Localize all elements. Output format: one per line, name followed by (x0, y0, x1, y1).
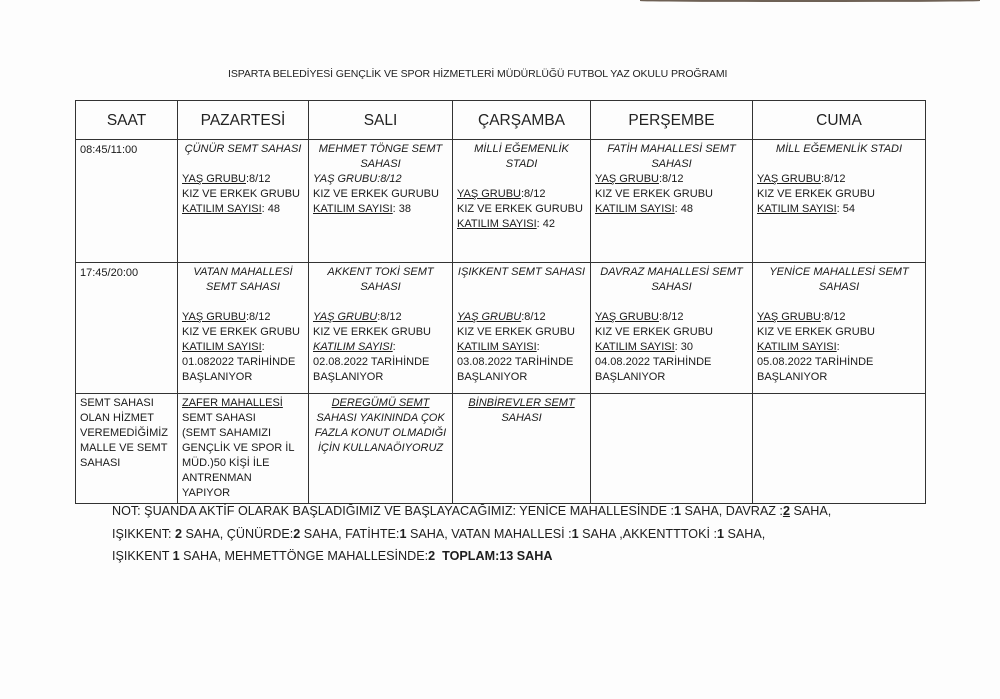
note-line: İÇİN KULLANAÖIYORUZ (317, 442, 444, 454)
note-text: SAHA ,AKKENTTTOKİ : (578, 526, 717, 541)
note-text: NOT: ŞUANDA AKTİF OLARAK BAŞLADIĞIMIZ VE BAŞLAYACAĞIMIZ: YENİCE MAHALLESİNDE : (112, 504, 674, 518)
age-label: YAŞ GRUBU (757, 173, 821, 185)
start-date: 05.08.2022 TARİHİNDE (757, 356, 874, 368)
age-label: YAŞ GRUBU (182, 311, 246, 323)
cell-evening-wed (453, 263, 591, 394)
place-name-cont: SAHASI (360, 158, 401, 170)
place-name-cont: SAHASI (651, 158, 692, 170)
cell-evening-tue (309, 263, 453, 394)
age-label: YAŞ GRUBU (595, 173, 659, 185)
document-title: ISPARTA BELEDİYESİ GENÇLİK VE SPOR HİZMETLERİ MÜDÜRLÜĞÜ FUTBOL YAZ OKULU PROĞRAMI (228, 68, 728, 80)
count-value: : 30 (674, 341, 694, 353)
scan-edge (640, 0, 980, 2)
count-value: : 48 (261, 203, 281, 215)
note-line-1 (112, 500, 912, 523)
age-label: YAŞ GRUBU (457, 188, 521, 200)
count-label: KATILIM SAYISI (457, 341, 537, 353)
note-line-2 (112, 523, 912, 546)
other-label-line: OLAN HİZMET (80, 412, 154, 424)
table-row-evening (76, 263, 926, 394)
place-name-cont: STADI (505, 158, 538, 170)
start-date: 03.08.2022 TARİHİNDE (457, 356, 574, 368)
place-name: DAVRAZ MAHALLESİ SEMT (600, 266, 743, 278)
note-line: GENÇLİK VE SPOR İL (182, 442, 295, 454)
group-text: KIZ VE ERKEK GRUBU (757, 326, 875, 338)
other-label-line: SAHASI (80, 457, 121, 469)
place-name: BİNBİREVLER SEMT (468, 397, 575, 409)
age-value: :8/12 (245, 311, 271, 323)
note-text: IŞIKKENT (112, 549, 173, 563)
header-persembe: PERŞEMBE (591, 101, 753, 140)
place-name-cont: SAHASI (651, 281, 692, 293)
time-cell: 17:45/20:00 (76, 263, 178, 394)
note-number: 2 (175, 526, 183, 541)
age-label: YAŞ GRUBU (182, 173, 246, 185)
place-name-cont: SAHASI (818, 281, 860, 293)
place-name: VATAN MAHALLESİ (193, 266, 293, 278)
age-label: YAŞ GRUBU (313, 311, 378, 323)
count-value: : (261, 341, 265, 353)
place-name: MEHMET TÖNGE SEMT (318, 143, 443, 155)
other-label-line: MALLE VE SEMT (80, 442, 168, 454)
cell-morning-tue (309, 140, 453, 263)
other-label-line: VEREMEDİĞİMİZ (80, 427, 169, 439)
place-name: ÇÜNÜR SEMT SAHASI (184, 143, 302, 155)
age-value: :8/12 (377, 311, 402, 323)
note-number: 1 (716, 526, 724, 541)
age-value: :8/12 (377, 173, 402, 185)
group-text: KIZ VE ERKEK GRUBU (182, 188, 300, 200)
header-saat: SAAT (76, 101, 178, 140)
age-value: :8/12 (245, 173, 271, 185)
count-value: : (536, 341, 540, 353)
cell-other-wed (453, 394, 591, 504)
group-text: KIZ VE ERKEK GRUBU (457, 326, 575, 338)
count-label: KATILIM SAYISI (595, 203, 675, 215)
cell-evening-thu (591, 263, 753, 394)
footnote (112, 500, 912, 568)
place-name: YENİCE MAHALLESİ SEMT (769, 266, 909, 278)
group-text: KIZ VE ERKEK GRUBU (182, 326, 300, 338)
note-text: SAHA, FATİHTE: (300, 526, 400, 541)
place-name: AKKENT TOKİ SEMT (327, 266, 434, 278)
schedule-table (75, 100, 926, 504)
note-number: 1 (571, 526, 579, 541)
place-name: DEREGÜMÜ SEMT (331, 397, 430, 409)
cell-other-fri (753, 394, 926, 504)
cell-morning-wed (453, 140, 591, 263)
age-value: :8/12 (521, 311, 546, 323)
start-text: BAŞLANIYOR (457, 371, 528, 383)
group-text: KIZ VE ERKEK GRUBU (313, 326, 431, 338)
table-row-morning (76, 140, 926, 263)
header-row (76, 101, 926, 140)
age-value: :8/12 (520, 188, 546, 200)
cell-other-thu (591, 394, 753, 504)
cell-other-tue (309, 394, 453, 504)
count-label: KATILIM SAYISI (757, 341, 837, 353)
place-name: ZAFER MAHALLESİ (182, 397, 283, 409)
note-line: (SEMT SAHAMIZI (182, 427, 272, 439)
note-number: 1 (399, 526, 407, 541)
cell-evening-fri (753, 263, 926, 394)
cell-evening-mon (178, 263, 309, 394)
cell-morning-thu (591, 140, 753, 263)
place-name: IŞIKKENT SEMT SAHASI (457, 266, 586, 278)
group-text: KIZ VE ERKEK GRUBU (595, 188, 713, 200)
note-text: IŞIKKENT: (112, 526, 175, 541)
place-name: FATİH MAHALLESİ SEMT (607, 143, 736, 155)
age-label: YAŞ GRUBU (457, 311, 522, 323)
age-label: YAŞ GRUBU (313, 173, 378, 185)
start-text: BAŞLANIYOR (757, 371, 828, 383)
note-line: SEMT SAHASI (182, 412, 256, 424)
count-value: : (836, 341, 840, 353)
other-label-cell (76, 394, 178, 504)
count-label: KATILIM SAYISI (313, 341, 393, 353)
note-line: ANTRENMAN (182, 472, 252, 484)
count-label: KATILIM SAYISI (182, 341, 262, 353)
other-label-line: SEMT SAHASI (80, 397, 154, 409)
count-label: KATILIM SAYISI (595, 341, 675, 353)
cell-morning-fri (753, 140, 926, 263)
place-name: MİLL EĞEMENLİK STADI (775, 143, 903, 155)
note-number: 1 (673, 504, 681, 518)
place-name-cont: SAHASI (501, 412, 542, 424)
note-line: FAZLA KONUT OLMADIĞI (314, 427, 447, 439)
header-pazartesi: PAZARTESİ (178, 101, 309, 140)
start-date: 04.08.2022 TARİHİNDE (595, 356, 712, 368)
count-value: : 48 (674, 203, 694, 215)
count-label: KATILIM SAYISI (182, 203, 262, 215)
cell-morning-mon (178, 140, 309, 263)
group-text: KIZ VE ERKEK GRUBU (757, 188, 875, 200)
note-number: 2 (782, 504, 790, 518)
age-value: :8/12 (820, 311, 846, 323)
note-number: 1 (172, 549, 180, 563)
age-value: :8/12 (820, 173, 846, 185)
note-line-3 (112, 545, 912, 568)
note-number: 2 (293, 526, 301, 541)
note-text: SAHA, MEHMETTÖNGE MAHALLESİNDE: (179, 549, 429, 563)
note-number: 2 (428, 549, 436, 563)
note-text: SAHA, ÇÜNÜRDE: (182, 526, 294, 541)
start-date: 02.08.2022 TARİHİNDE (313, 356, 430, 368)
group-text: KIZ VE ERKEK GRUBU (595, 326, 713, 338)
count-value: : 42 (536, 218, 556, 230)
age-label: YAŞ GRUBU (595, 311, 659, 323)
note-text: SAHA, VATAN MAHALLESİ : (406, 526, 572, 541)
start-date: 01.082022 TARİHİNDE (182, 356, 296, 368)
place-name-cont: SEMT SAHASI (206, 281, 280, 293)
note-line: SAHASI YAKININDA ÇOK (316, 412, 445, 424)
start-text: BAŞLANIYOR (182, 371, 253, 383)
count-label: KATILIM SAYISI (757, 203, 837, 215)
header-cuma: CUMA (753, 101, 926, 140)
count-label: KATILIM SAYISI (457, 218, 537, 230)
note-line: YAPIYOR (182, 487, 231, 499)
start-text: BAŞLANIYOR (313, 371, 384, 383)
count-value: : 54 (836, 203, 856, 215)
group-text: KIZ VE ERKEK GURUBU (457, 203, 583, 215)
note-total: TOPLAM:13 SAHA (442, 549, 553, 563)
note-text: SAHA, (789, 504, 832, 518)
header-sali: SALI (309, 101, 453, 140)
header-carsamba: ÇARŞAMBA (453, 101, 591, 140)
age-value: :8/12 (658, 311, 684, 323)
note-text: SAHA, (724, 526, 766, 541)
age-value: :8/12 (658, 173, 684, 185)
table-row-other (76, 394, 926, 504)
place-name: MİLLİ EĞEMENLİK (474, 143, 569, 155)
start-text: BAŞLANIYOR (595, 371, 666, 383)
count-value: : 38 (392, 203, 412, 215)
note-text: SAHA, DAVRAZ : (681, 504, 783, 518)
note-line: MÜD.)50 KİŞİ İLE (182, 457, 270, 469)
time-cell: 08:45/11:00 (76, 140, 178, 263)
place-name-cont: SAHASI (360, 281, 401, 293)
count-label: KATILIM SAYISI (313, 203, 393, 215)
cell-other-mon (178, 394, 309, 504)
group-text: KIZ VE ERKEK GURUBU (313, 188, 439, 200)
age-label: YAŞ GRUBU (757, 311, 821, 323)
count-value: : (392, 341, 396, 353)
